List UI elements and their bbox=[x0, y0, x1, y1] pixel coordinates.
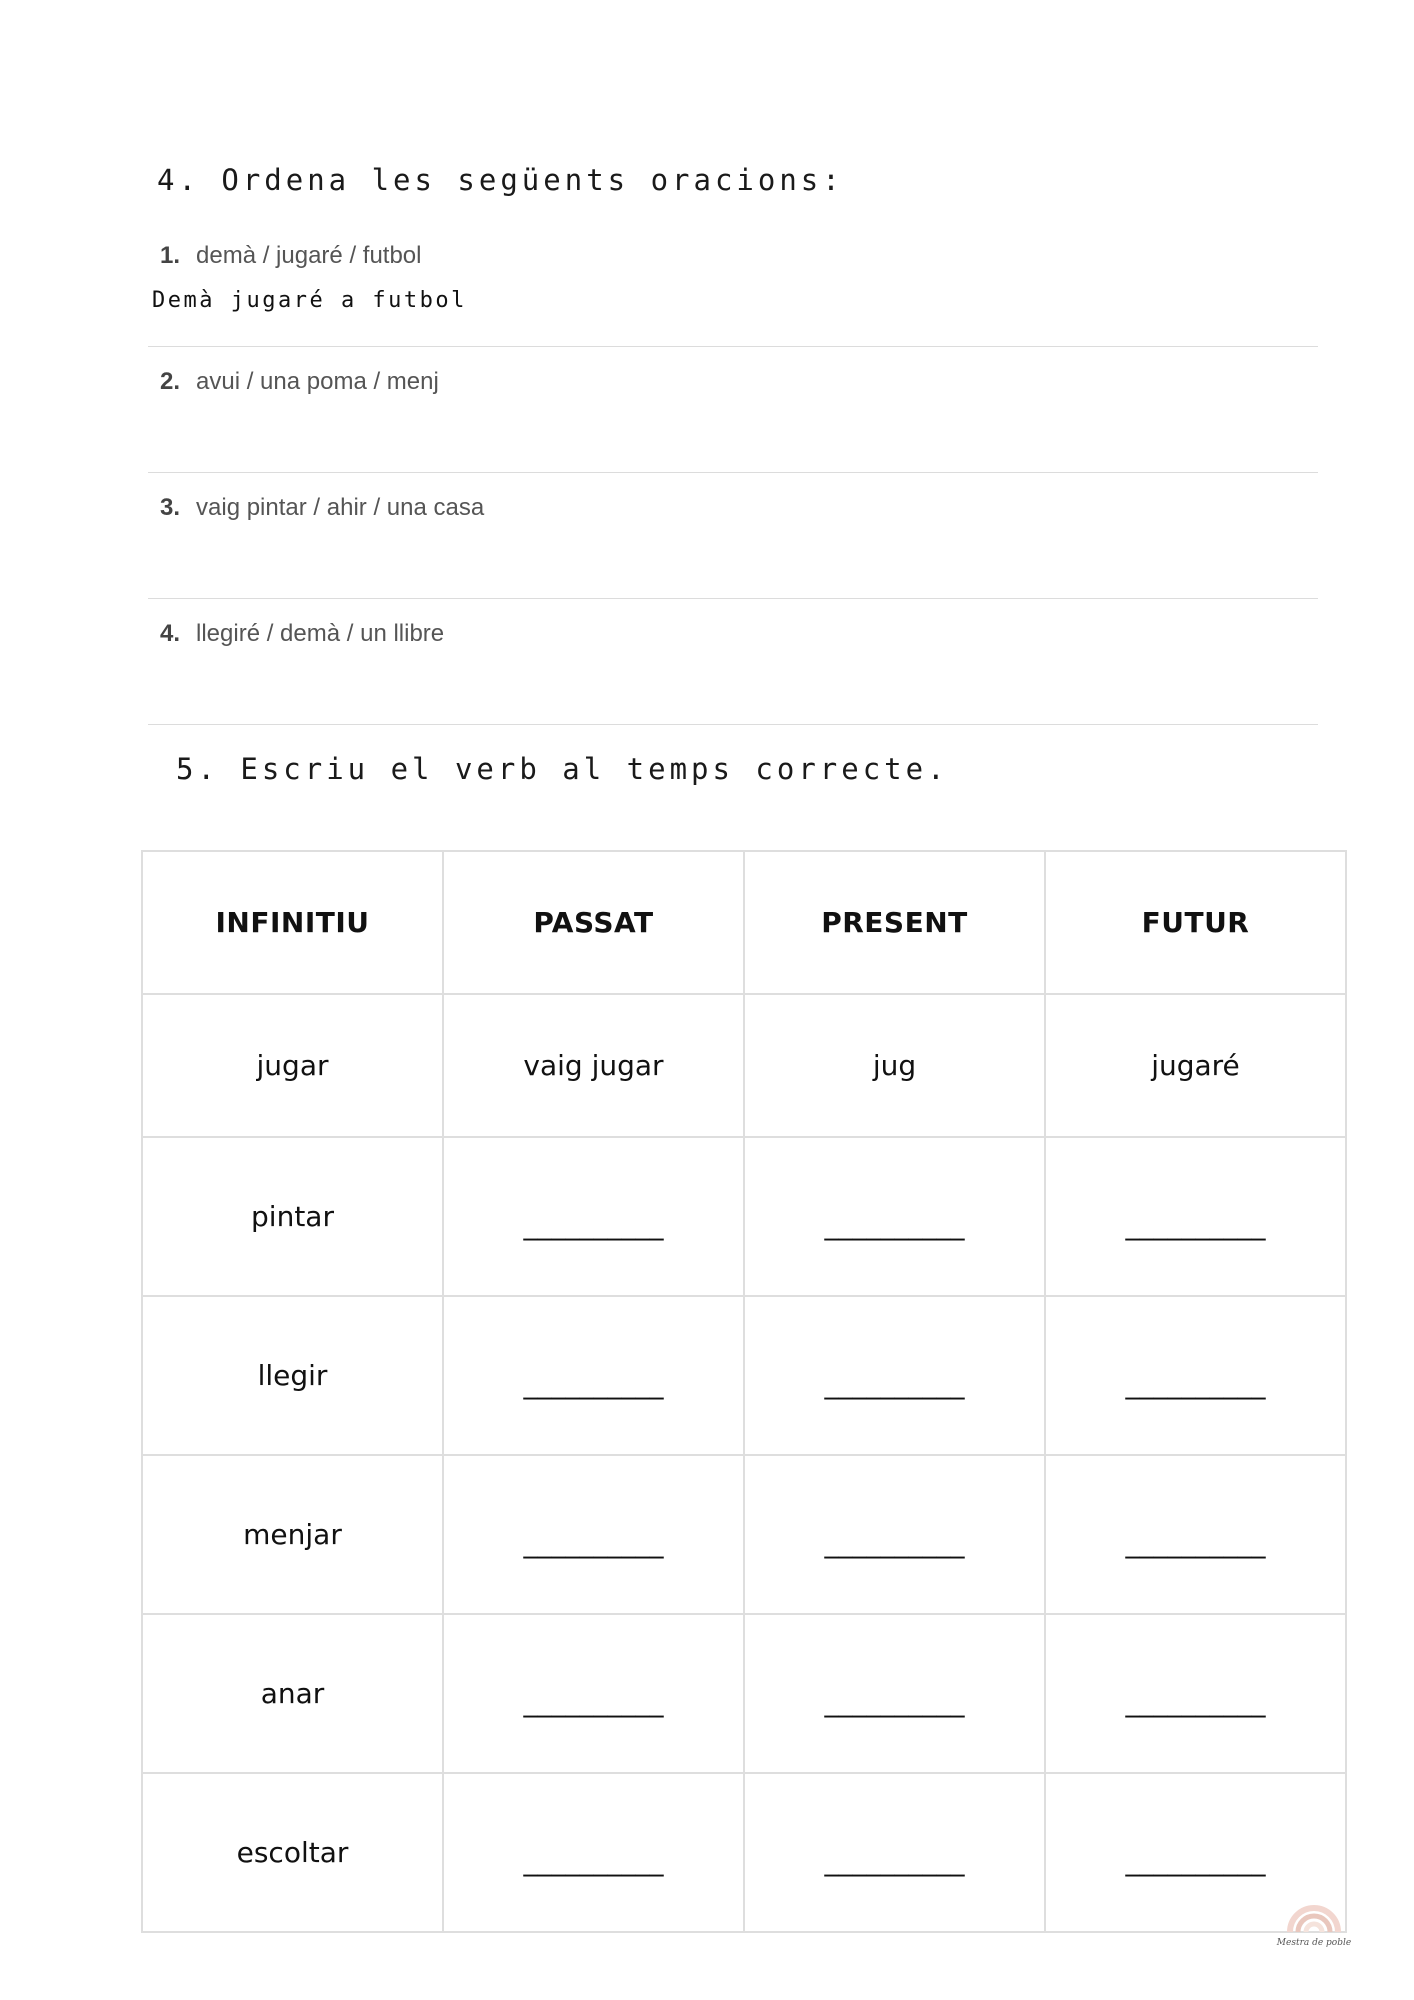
column-header: PASSAT bbox=[443, 851, 744, 994]
column-header: FUTUR bbox=[1045, 851, 1346, 994]
table-cell: menjar bbox=[142, 1455, 443, 1614]
table-cell: vaig jugar bbox=[443, 994, 744, 1137]
blank-answer-cell[interactable]: __________ bbox=[744, 1137, 1045, 1296]
sentence-item-2 bbox=[148, 346, 1318, 473]
sentence-prompt bbox=[160, 368, 439, 396]
sentence-item-4 bbox=[148, 598, 1318, 725]
table-row bbox=[142, 994, 1346, 1137]
table-cell: jug bbox=[744, 994, 1045, 1137]
table-row bbox=[142, 1455, 1346, 1614]
sentence-words: avui / una poma / menj bbox=[196, 368, 439, 395]
column-header: INFINITIU bbox=[142, 851, 443, 994]
table-cell: jugar bbox=[142, 994, 443, 1137]
blank-answer-cell[interactable]: __________ bbox=[443, 1137, 744, 1296]
table-row bbox=[142, 1296, 1346, 1455]
blank-answer-cell[interactable]: __________ bbox=[1045, 1296, 1346, 1455]
column-header: PRESENT bbox=[744, 851, 1045, 994]
sentence-prompt bbox=[160, 620, 444, 648]
table-header-row bbox=[142, 851, 1346, 994]
blank-answer-cell[interactable]: __________ bbox=[744, 1455, 1045, 1614]
exercise-5-title: 5. Escriu el verb al temps correcte. bbox=[176, 752, 949, 786]
blank-answer-cell[interactable]: __________ bbox=[1045, 1137, 1346, 1296]
verb-tense-table bbox=[141, 850, 1347, 1933]
blank-answer-cell[interactable]: __________ bbox=[443, 1773, 744, 1932]
table-cell: anar bbox=[142, 1614, 443, 1773]
blank-answer-cell[interactable]: __________ bbox=[744, 1614, 1045, 1773]
sentence-prompt bbox=[160, 242, 421, 270]
table-cell: pintar bbox=[142, 1137, 443, 1296]
table-row bbox=[142, 1137, 1346, 1296]
blank-answer-cell[interactable]: __________ bbox=[443, 1614, 744, 1773]
sentence-item-1 bbox=[148, 220, 1318, 347]
sentence-answer[interactable]: Demà jugaré a futbol bbox=[152, 288, 467, 313]
sentence-words: llegiré / demà / un llibre bbox=[196, 620, 445, 647]
sentence-words: demà / jugaré / futbol bbox=[196, 242, 422, 269]
blank-answer-cell[interactable]: __________ bbox=[744, 1773, 1045, 1932]
table-cell: jugaré bbox=[1045, 994, 1346, 1137]
blank-answer-cell[interactable]: __________ bbox=[1045, 1455, 1346, 1614]
table-cell: escoltar bbox=[142, 1773, 443, 1932]
brand-logo bbox=[1266, 1888, 1362, 1968]
table-cell: llegir bbox=[142, 1296, 443, 1455]
sentence-words: vaig pintar / ahir / una casa bbox=[196, 494, 485, 521]
exercise-4-title: 4. Ordena les següents oracions: bbox=[157, 163, 844, 197]
blank-answer-cell[interactable]: __________ bbox=[1045, 1773, 1346, 1932]
table-row bbox=[142, 1773, 1346, 1932]
table-row bbox=[142, 1614, 1346, 1773]
blank-answer-cell[interactable]: __________ bbox=[443, 1296, 744, 1455]
sentence-prompt bbox=[160, 494, 484, 522]
blank-answer-cell[interactable]: __________ bbox=[1045, 1614, 1346, 1773]
logo-text: Mestra de poble bbox=[1276, 1938, 1352, 1948]
sentence-number: 4. bbox=[160, 620, 181, 647]
blank-answer-cell[interactable]: __________ bbox=[744, 1296, 1045, 1455]
sentence-number: 1. bbox=[160, 242, 181, 269]
sentence-item-3 bbox=[148, 472, 1318, 599]
sentence-number: 2. bbox=[160, 368, 181, 395]
sentence-number: 3. bbox=[160, 494, 181, 521]
rainbow-icon bbox=[1266, 1888, 1362, 1936]
blank-answer-cell[interactable]: __________ bbox=[443, 1455, 744, 1614]
